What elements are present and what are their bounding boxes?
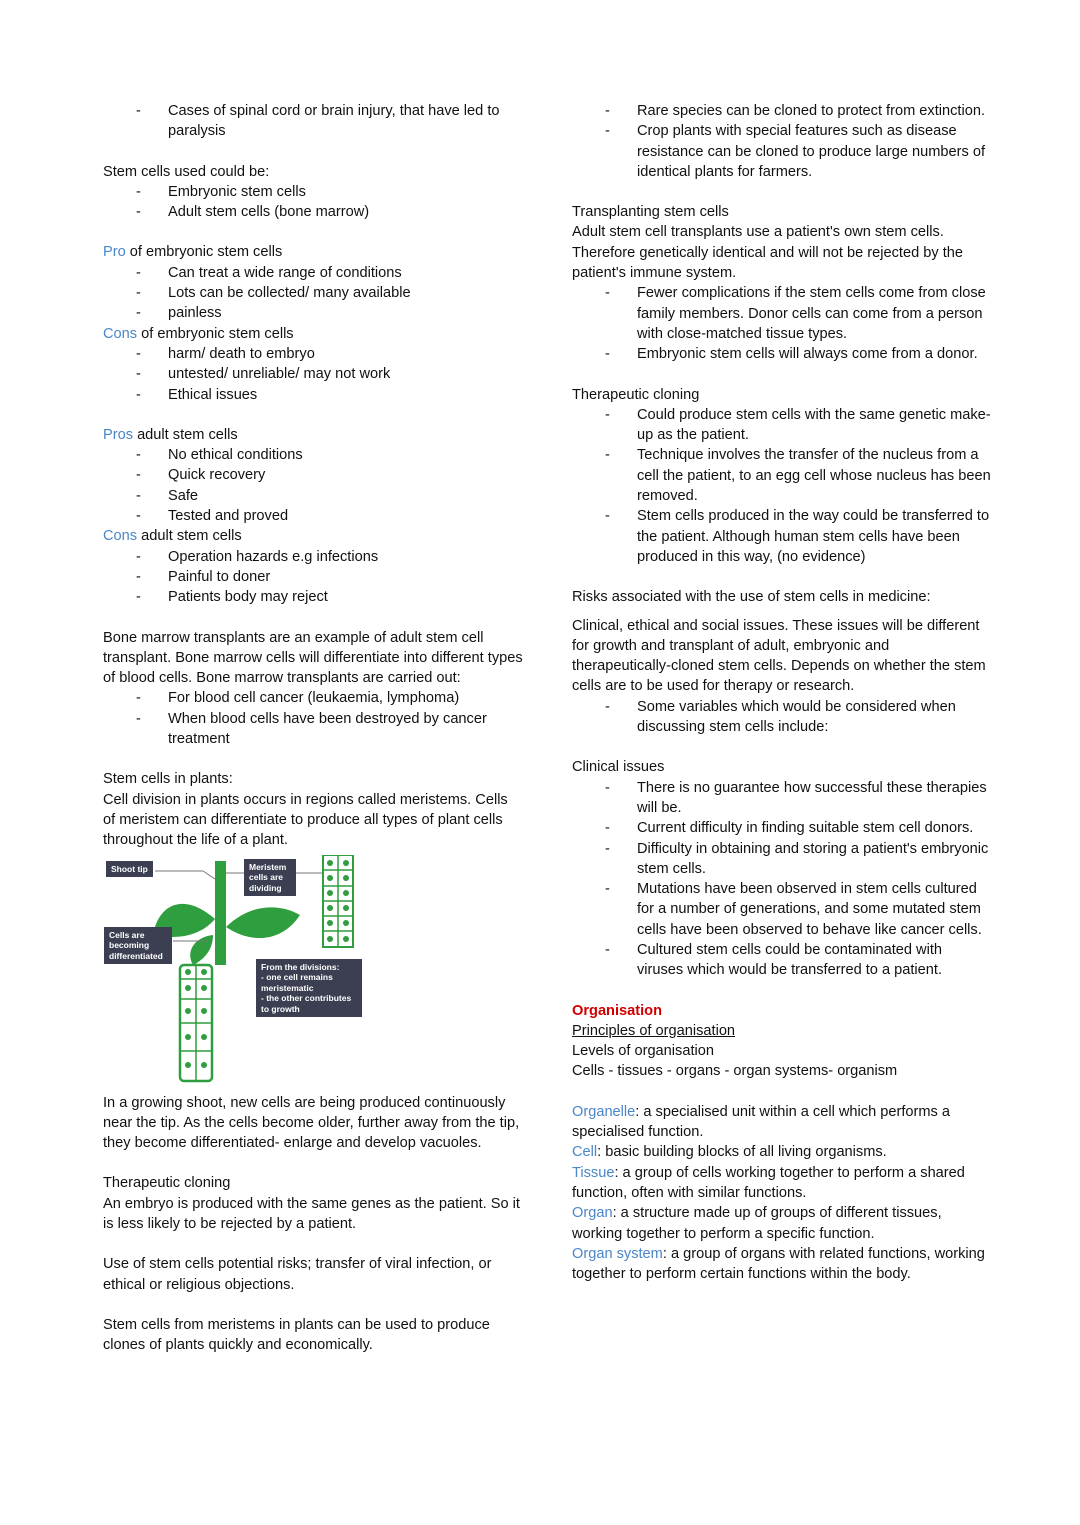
- list-item: - painless: [168, 303, 523, 323]
- differentiated-label: Cells are becoming differentiated: [104, 927, 172, 965]
- cloning-uses-list: [572, 101, 992, 182]
- definition-organ-system: [572, 1244, 992, 1285]
- divisions-line: - the other contributes to growth: [261, 993, 352, 1014]
- right-column: [572, 101, 992, 1284]
- list-item: - When blood cells have been destroyed by cancer treatment: [168, 709, 523, 750]
- differentiated-cells-shape: [180, 965, 212, 1081]
- list-item: - Fewer complications if the stem cells come from close family members. Donor cells can come from a person with close-matched tissue types.: [637, 283, 992, 344]
- cons-key: Cons: [103, 325, 138, 342]
- term: Organelle: [572, 1103, 636, 1120]
- cons-adult-heading: [103, 526, 523, 546]
- risks-list: [572, 697, 992, 738]
- pro-embryonic-heading: [103, 242, 523, 262]
- definition: : a structure made up of groups of different tissues, working together to perform a specific function.: [572, 1205, 942, 1242]
- list-item: - Operation hazards e.g infections: [168, 547, 523, 567]
- meristem-cells-shape: [323, 855, 353, 947]
- term: Cell: [572, 1144, 598, 1161]
- list-item: - Embryonic stem cells: [168, 182, 523, 202]
- list-item: - Tested and proved: [168, 506, 523, 526]
- cons-rest: adult stem cells: [137, 528, 242, 545]
- term: Organ system: [572, 1245, 663, 1262]
- definition-cell: [572, 1142, 992, 1162]
- term: Organ: [572, 1205, 613, 1222]
- definition: : basic building blocks of all living organisms.: [597, 1144, 887, 1161]
- definition-organelle: [572, 1102, 992, 1143]
- principles-heading: Principles of organisation: [572, 1022, 736, 1039]
- pro-key: Pro: [103, 244, 126, 261]
- meristem-label: Meristem cells are dividing: [244, 859, 296, 897]
- divisions-line: - one cell remains meristematic: [261, 972, 333, 993]
- list-item: - Current difficulty in finding suitable stem cell donors.: [637, 818, 992, 838]
- definition: : a group of organs with related functions, working together to perform certain functions within the body.: [572, 1245, 985, 1283]
- risks-paragraph: Clinical, ethical and social issues. These issues will be different for growth and transplant of adult, embryonic and therapeutically-cloned stem cells. Depends on whether the stem cells are to be used for therapy or research.: [572, 617, 986, 695]
- therapeutic-cloning-heading: Therapeutic cloning: [572, 386, 700, 403]
- levels-chain: Cells - tissues - organs - organ systems- organism: [572, 1063, 898, 1080]
- cons-key: Cons: [103, 528, 138, 545]
- risks-heading: Risks associated with the use of stem cells in medicine:: [572, 589, 931, 606]
- list-item: - There is no guarantee how successful these therapies will be.: [637, 778, 992, 819]
- list-item: - untested/ unreliable/ may not work: [168, 364, 523, 384]
- list-item: - Quick recovery: [168, 465, 523, 485]
- pros-key: Pros: [103, 426, 134, 443]
- leaf-right-shape: [226, 907, 300, 938]
- term: Tissue: [572, 1164, 615, 1181]
- list-item: - Painful to doner: [168, 567, 523, 587]
- intro-list: [103, 101, 523, 142]
- list-item: - Patients body may reject: [168, 587, 523, 607]
- list-item: - harm/ death to embryo: [168, 344, 523, 364]
- list-item: - For blood cell cancer (leukaemia, lymphoma): [168, 688, 523, 708]
- list-item: - Embryonic stem cells will always come from a donor.: [637, 344, 992, 364]
- therapeutic-list: [572, 405, 992, 567]
- stem-used-list: [103, 182, 523, 223]
- cons-adult-list: [103, 547, 523, 608]
- bone-marrow-list: [103, 688, 523, 749]
- plants-paragraph: Cell division in plants occurs in regions called meristems. Cells of meristem can differentiate to produce all types of plant cells throughout the life of a plant.: [103, 791, 508, 849]
- list-item: - Mutations have been observed in stem cells cultured for a number of generations, and some mutated stem cells have been observed to behave like cancer cells.: [637, 879, 992, 940]
- list-item: - Adult stem cells (bone marrow): [168, 202, 523, 222]
- pros-adult-heading: [103, 425, 523, 445]
- list-item: - Stem cells produced in the way could be transferred to the patient. Although human stem cells have been produced in this way, (no evidence): [637, 506, 992, 567]
- pro-rest: of embryonic stem cells: [125, 244, 283, 261]
- list-item: - Cases of spinal cord or brain injury, that have led to paralysis: [168, 101, 523, 142]
- risks-paragraph: Use of stem cells potential risks; transfer of viral infection, or ethical or religious objections.: [103, 1256, 492, 1293]
- plants-heading: Stem cells in plants:: [103, 771, 233, 788]
- left-column: [103, 101, 523, 1355]
- cons-embryonic-heading: [103, 324, 523, 344]
- list-item: - Rare species can be cloned to protect from extinction.: [637, 101, 992, 121]
- list-item: - Some variables which would be considered when discussing stem cells include:: [637, 697, 992, 738]
- list-item: - Difficulty in obtaining and storing a patient's embryonic stem cells.: [637, 839, 992, 880]
- pros-adult-list: [103, 445, 523, 526]
- divisions-line: From the divisions:: [261, 961, 340, 972]
- definition-organ: [572, 1203, 992, 1244]
- list-item: - Cultured stem cells could be contaminated with viruses which would be transferred to a patient.: [637, 940, 992, 981]
- list-item: - Lots can be collected/ many available: [168, 283, 523, 303]
- list-item: - No ethical conditions: [168, 445, 523, 465]
- growing-shoot-paragraph: In a growing shoot, new cells are being produced continuously near the tip. As the cells become older, further away from the tip, they become differentiated- enlarge and develop vacuoles.: [103, 1094, 520, 1152]
- levels-heading: Levels of organisation: [572, 1043, 714, 1060]
- cons-embryonic-list: [103, 344, 523, 405]
- definition-tissue: [572, 1163, 992, 1204]
- list-item: - Can treat a wide range of conditions: [168, 263, 523, 283]
- pro-embryonic-list: [103, 263, 523, 324]
- definition: : a specialised unit within a cell which performs a specialised function.: [572, 1103, 951, 1141]
- meristem-clones-paragraph: Stem cells from meristems in plants can be used to produce clones of plants quickly and economically.: [103, 1316, 490, 1354]
- list-item: - Crop plants with special features such as disease resistance can be cloned to produce large numbers of identical plants for farmers.: [637, 121, 992, 182]
- definition: : a group of cells working together to perform a shared function, often with similar functions.: [572, 1164, 965, 1201]
- divisions-label: [256, 959, 362, 1018]
- clinical-heading: Clinical issues: [572, 759, 665, 776]
- organisation-heading: Organisation: [572, 1002, 663, 1019]
- shoot-tip-label: Shoot tip: [106, 861, 153, 878]
- stem-used-heading: Stem cells used could be:: [103, 163, 270, 180]
- list-item: - Technique involves the transfer of the nucleus from a cell the patient, to an egg cell whose nucleus has been removed.: [637, 445, 992, 506]
- therapeutic-heading: Therapeutic cloning: [103, 1175, 231, 1192]
- list-item: - Safe: [168, 486, 523, 506]
- transplant-list: [572, 283, 992, 364]
- list-item: - Ethical issues: [168, 385, 523, 405]
- transplant-paragraph: Adult stem cell transplants use a patient's own stem cells. Therefore genetically identical and will not be rejected by the patient's immune system.: [572, 224, 964, 282]
- stem-shape: [215, 861, 226, 965]
- clinical-list: [572, 778, 992, 981]
- leaf-small-shape: [190, 935, 213, 965]
- therapeutic-paragraph: An embryo is produced with the same genes as the patient. So it is less likely to be rejected by a patient.: [103, 1195, 520, 1232]
- transplant-heading: Transplanting stem cells: [572, 204, 729, 221]
- pros-rest: adult stem cells: [133, 426, 238, 443]
- bone-marrow-paragraph: Bone marrow transplants are an example of adult stem cell transplant. Bone marrow cells will differentiate into different types of blood cells. Bone marrow transplants are carried out:: [103, 629, 523, 687]
- meristem-diagram: [103, 855, 373, 1085]
- cons-rest: of embryonic stem cells: [137, 325, 294, 342]
- list-item: - Could produce stem cells with the same genetic make-up as the patient.: [637, 405, 992, 446]
